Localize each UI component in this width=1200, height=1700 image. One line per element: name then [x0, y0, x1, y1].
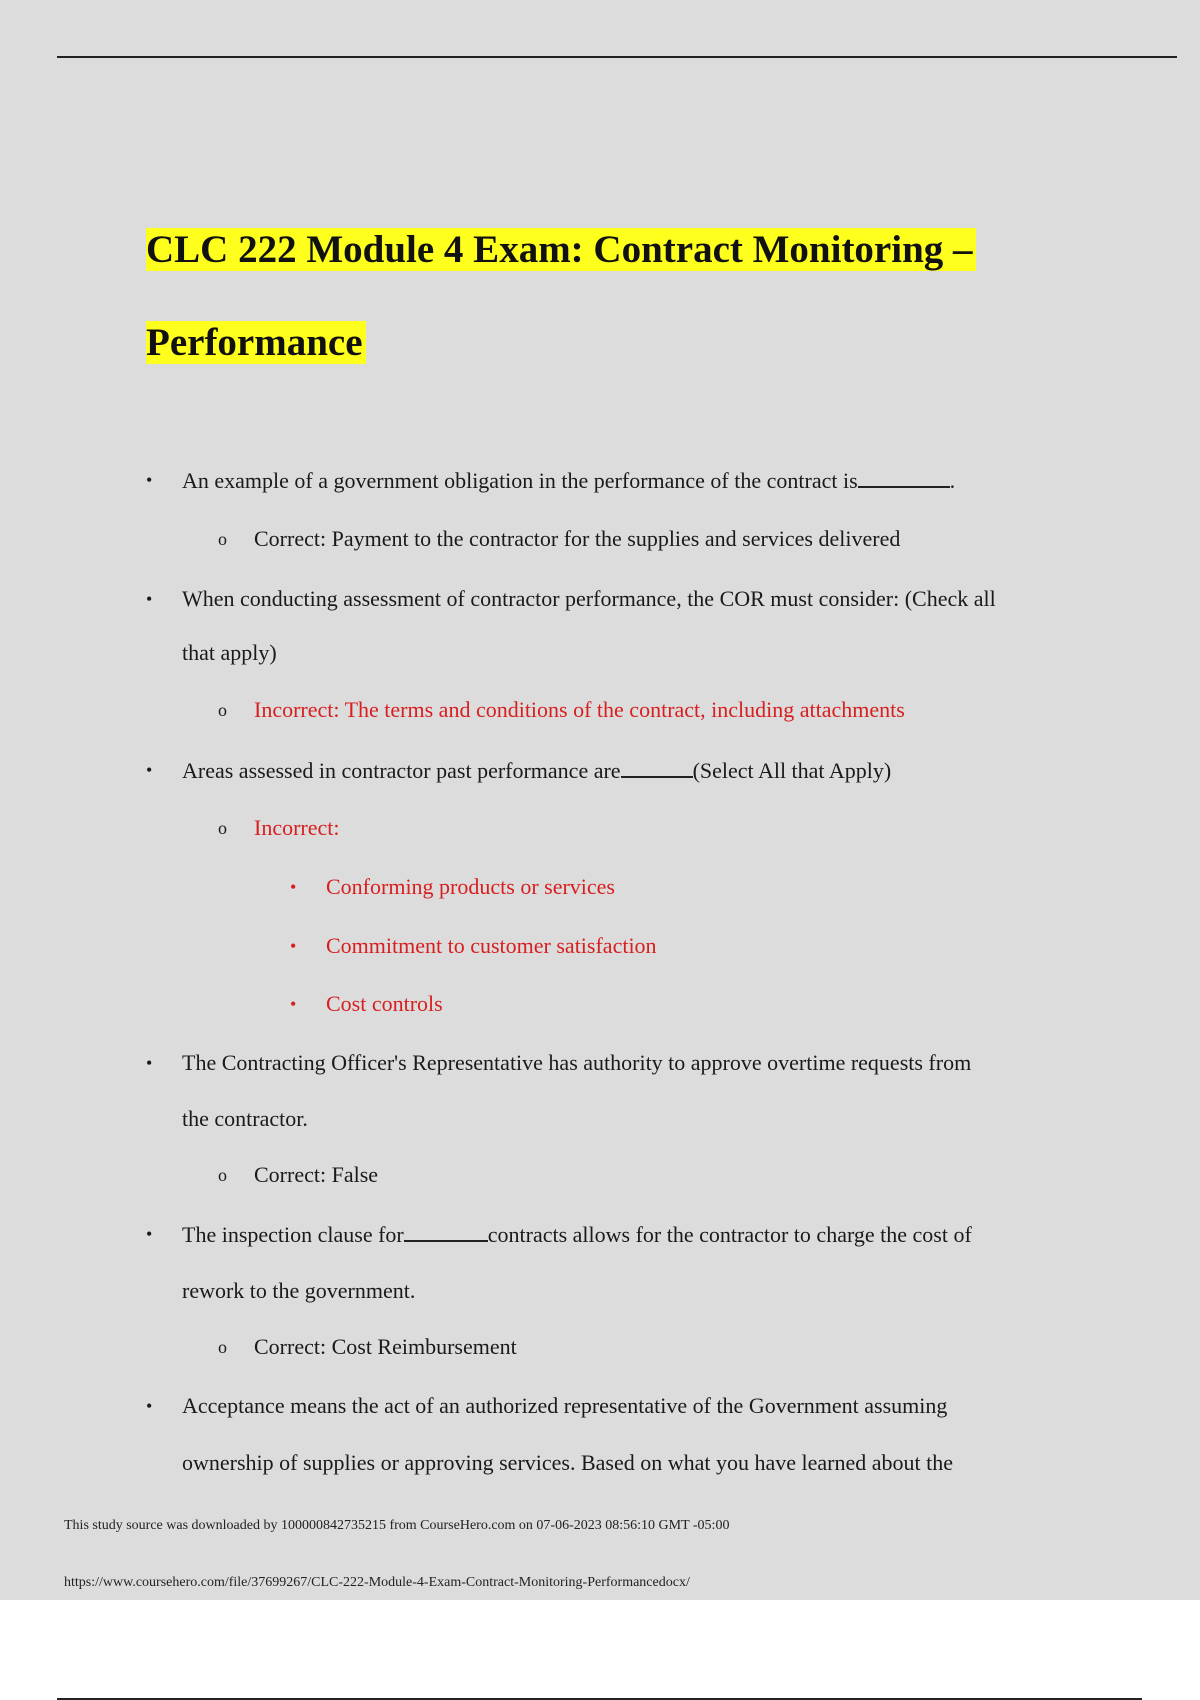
answer-3-option-2: Commitment to customer satisfaction: [326, 933, 657, 958]
bullet-icon: •: [146, 1224, 153, 1244]
question-6-line-1: Acceptance means the act of an authorized representative of the Government assuming: [182, 1393, 948, 1418]
sub-bullet-icon: o: [218, 818, 227, 838]
answer-blank: [621, 756, 693, 778]
sub-bullet-icon: o: [218, 1337, 227, 1357]
answer-blank: [858, 466, 950, 488]
question-4-line-1: The Contracting Officer's Representative has authority to approve overtime requests from: [182, 1050, 972, 1075]
question-2-line-2: that apply): [182, 640, 277, 665]
answer-5: Correct: Cost Reimbursement: [254, 1334, 517, 1359]
answer-1: Correct: Payment to the contractor for the supplies and services delivered: [254, 526, 901, 551]
answer-blank: [404, 1220, 488, 1242]
document-title-line-2: [146, 320, 366, 366]
bullet-icon: •: [146, 589, 153, 609]
bullet-icon: •: [146, 760, 153, 780]
question-1: An example of a government obligation in the performance of the contract is .: [182, 468, 956, 493]
answer-3: Incorrect:: [254, 815, 340, 840]
title-highlight-1: CLC 222 Module 4 Exam: Contract Monitoring –: [146, 228, 976, 271]
sub-bullet-icon: o: [218, 529, 227, 549]
bullet-icon: •: [290, 877, 297, 897]
bullet-icon: •: [146, 1396, 153, 1416]
answer-4: Correct: False: [254, 1162, 379, 1187]
answer-3-option-3: Cost controls: [326, 991, 443, 1016]
top-rule: [57, 56, 1177, 58]
download-notice: This study source was downloaded by 100000842735215 from CourseHero.com on 07-06-2023 08:56:10 GMT -05:00: [64, 1518, 730, 1533]
question-2-line-1: When conducting assessment of contractor performance, the COR must consider: (Check all: [182, 586, 996, 611]
title-highlight-2: Performance: [146, 321, 366, 364]
document-title-line-1: [146, 227, 976, 273]
answer-2: Incorrect: The terms and conditions of the contract, including attachments: [254, 697, 905, 722]
bullet-icon: •: [290, 994, 297, 1014]
bullet-icon: •: [146, 1053, 153, 1073]
question-3: Areas assessed in contractor past performance are (Select All that Apply): [182, 758, 892, 783]
sub-bullet-icon: o: [218, 1165, 227, 1185]
question-6-line-2: ownership of supplies or approving services. Based on what you have learned about the: [182, 1450, 954, 1475]
source-url[interactable]: https://www.coursehero.com/file/37699267/CLC-222-Module-4-Exam-Contract-Monitoring-Performancedocx/: [64, 1575, 690, 1590]
question-5-line-2: rework to the government.: [182, 1278, 416, 1303]
answer-3-option-1: Conforming products or services: [326, 874, 615, 899]
sub-bullet-icon: o: [218, 700, 227, 720]
bullet-icon: •: [146, 470, 153, 490]
question-5-line-1: The inspection clause for contracts allows for the contractor to charge the cost of: [182, 1222, 972, 1247]
bullet-icon: •: [290, 936, 297, 956]
question-4-line-2: the contractor.: [182, 1106, 308, 1131]
